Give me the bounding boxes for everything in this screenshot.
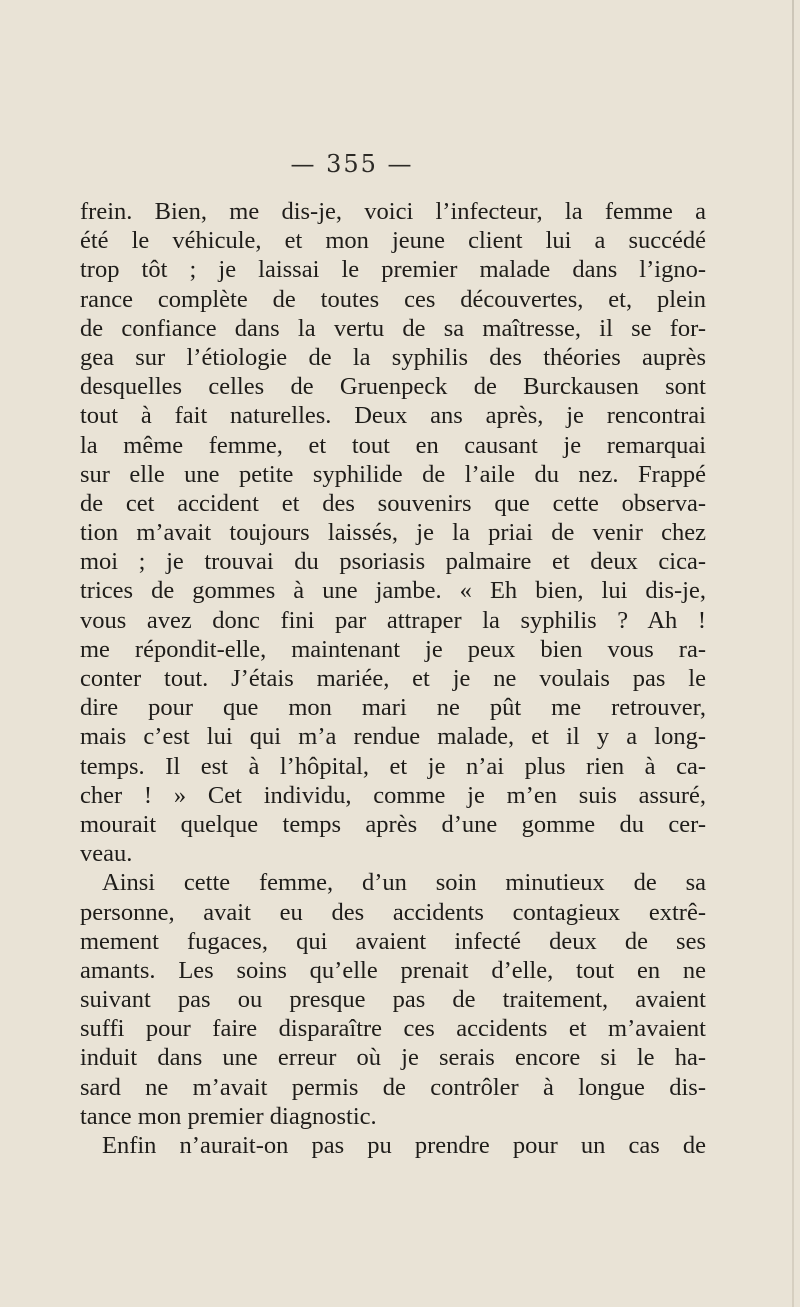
page-number: — 355 — — [290, 150, 414, 178]
text-line: mourait quelque temps après d’une gomme du cer- — [80, 810, 706, 838]
text-line: suffi pour faire disparaître ces accidents et m’avaient — [80, 1015, 706, 1043]
text-line: été le véhicule, et mon jeune client lui a succédé — [80, 227, 706, 255]
text-line: tion m’avait toujours laissés, je la priai de venir chez — [80, 519, 706, 547]
text-line: suivant pas ou presque pas de traitement, avaient — [80, 986, 706, 1014]
text-line: veau. — [80, 840, 133, 868]
text-line: Ainsi cette femme, d’un soin minutieux de sa — [102, 869, 706, 897]
text-line: de confiance dans la vertu de sa maîtresse, il se for- — [80, 314, 706, 342]
text-line: Enfin n’aurait-on pas pu prendre pour un cas de — [102, 1132, 706, 1159]
text-line: dire pour que mon mari ne pût me retrouver, — [80, 694, 706, 722]
text-line: me répondit-elle, maintenant je peux bien vous ra- — [80, 635, 706, 663]
text-line: tout à fait naturelles. Deux ans après, je rencontrai — [80, 402, 706, 430]
body-text — [80, 197, 706, 1160]
text-line: desquelles celles de Gruenpeck de Burckausen sont — [80, 373, 706, 401]
text-line: moi ; je trouvai du psoriasis palmaire et deux cica- — [80, 548, 706, 576]
text-line: trop tôt ; je laissai le premier malade dans l’igno- — [80, 256, 706, 284]
text-line: trices de gommes à une jambe. « Eh bien, lui dis-je, — [80, 577, 706, 605]
text-line: conter tout. J’étais mariée, et je ne voulais pas le — [80, 665, 706, 692]
text-line: sard ne m’avait permis de contrôler à longue dis- — [80, 1073, 706, 1101]
text-line: cher ! » Cet individu, comme je m’en suis assuré, — [80, 781, 706, 809]
text-line: vous avez donc fini par attraper la syphilis ? Ah ! — [80, 606, 706, 634]
text-line: temps. Il est à l’hôpital, et je n’ai plus rien à ca- — [80, 752, 706, 780]
text-line: sur elle une petite syphilide de l’aile du nez. Frappé — [80, 460, 706, 488]
text-line: personne, avait eu des accidents contagieux extrê- — [80, 898, 706, 926]
text-line: gea sur l’étiologie de la syphilis des théories auprès — [80, 343, 706, 371]
text-line: amants. Les soins qu’elle prenait d’elle, tout en ne — [80, 956, 706, 984]
text-line: frein. Bien, me dis-je, voici l’infecteur, la femme a — [80, 198, 706, 225]
text-line: de cet accident et des souvenirs que cette observa- — [80, 489, 706, 517]
text-line: la même femme, et tout en causant je remarquai — [80, 431, 706, 459]
text-line: induit dans une erreur où je serais encore si le ha- — [80, 1044, 706, 1072]
text-line: mement fugaces, qui avaient infecté deux de ses — [80, 927, 706, 955]
text-line: tance mon premier diagnostic. — [80, 1102, 377, 1130]
text-line: mais c’est lui qui m’a rendue malade, et il y a long- — [80, 723, 706, 751]
page-edge-shadow — [792, 0, 794, 1307]
text-line: rance complète de toutes ces découvertes, et, plein — [80, 285, 706, 313]
